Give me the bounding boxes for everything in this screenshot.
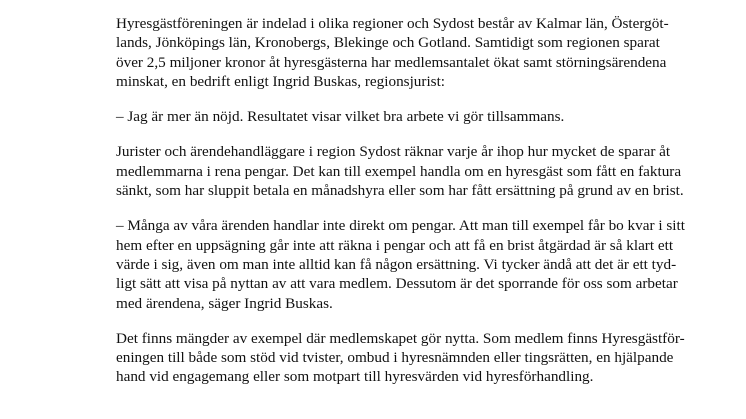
paragraph-membership [116, 329, 685, 387]
text-line: Jurister och ärendehandläggare i region Sydost räknar varje år ihop hur mycket de sparar åt [116, 143, 671, 161]
paragraph-quote-satisfied [116, 107, 656, 126]
text-line: värde i sig, även om man inte alltid kan få någon ersättning. Vi tycker ändå att det är ett tyd- [116, 255, 677, 273]
paragraph-quote-cases [116, 216, 685, 312]
text-line: lands, Jönköpings län, Kronobergs, Blekinge och Gotland. Samtidigt som regionen sparat [116, 34, 660, 52]
text-line: över 2,5 miljoner kronor åt hyresgästerna har medlemsantalet ökat samt störningsärendena [116, 53, 667, 71]
text-line: minskat, en bedrift enligt Ingrid Buskas, regionsjurist: [116, 72, 446, 90]
text-line: sänkt, som har sluppit betala en månadshyra eller som har fått ersättning på grund av en brist. [116, 182, 684, 200]
text-line: Hyresgästföreningen är indelad i olika regioner och Sydost består av Kalmar län, Östergöt- [116, 15, 669, 32]
text-line: ligt sätt att visa på nyttan av att vara medlem. Dessutom är det sporrande för oss som arbetar [116, 275, 678, 293]
text-line: Det finns mängder av exempel där medlemskapet gör nytta. Som medlem finns Hyresgästför- [116, 329, 685, 347]
text-line: eningen till både som stöd vid tvister, ombud i hyresnämnden eller tingsrätten, en hjälpande [116, 349, 674, 367]
text-line: med ärendena, säger Ingrid Buskas. [116, 294, 333, 312]
text-line: medlemmarna i rena pengar. Det kan till exempel handla om en hyresgäst som fått en faktura [116, 162, 682, 180]
text-line: hem efter en uppsägning går inte att räkna i pengar och att få en brist åtgärdad är så klart ett [116, 236, 674, 254]
text-line: – Många av våra ärenden handlar inte direkt om pengar. Att man till exempel får bo kvar i sitt [116, 217, 685, 235]
text-line: hand vid engagemang eller som motpart till hyresvärden vid hyresförhandling. [116, 368, 594, 386]
paragraph-lawyers [116, 142, 684, 200]
text-line: – Jag är mer än nöjd. Resultatet visar vilket bra arbete vi gör tillsammans. [116, 108, 565, 126]
paragraph-regions [116, 14, 669, 91]
document-body [116, 14, 685, 403]
